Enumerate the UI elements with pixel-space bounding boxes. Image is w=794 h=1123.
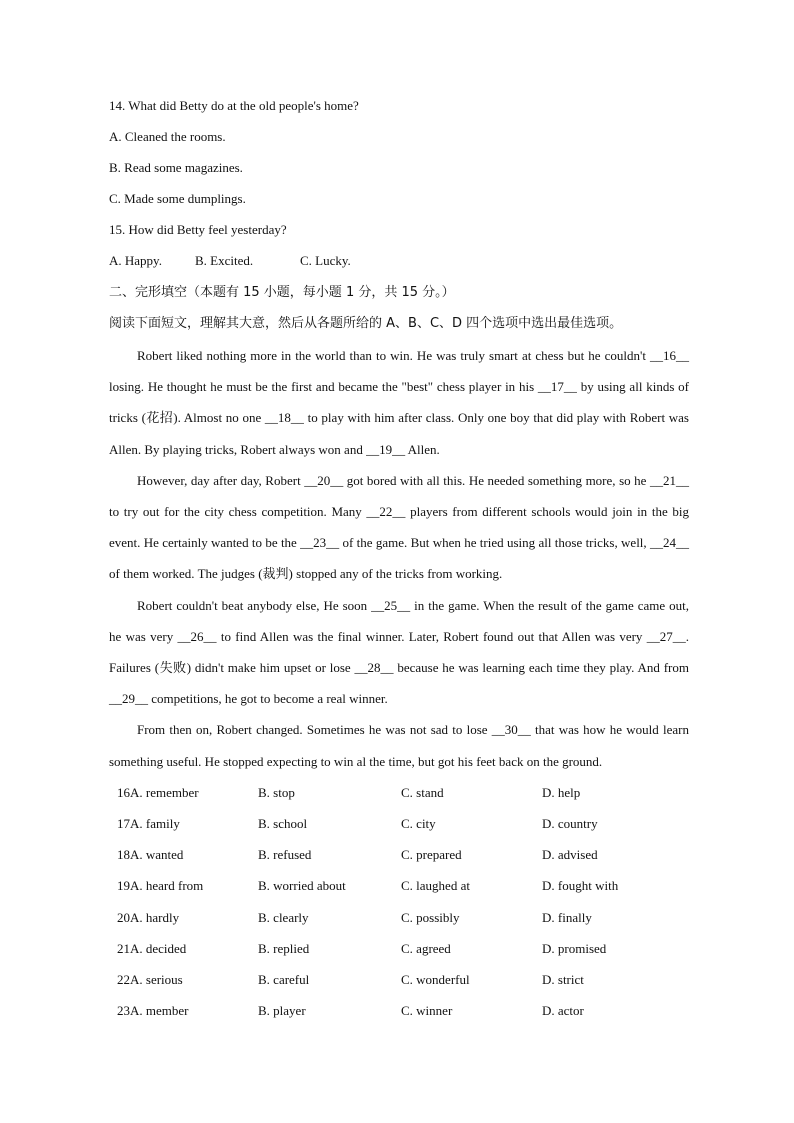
choice-21-a: 21A. decided [117,941,187,956]
choice-16-b: B. stop [258,785,295,800]
question-15-option-c: C. Lucky. [300,253,351,268]
choice-23-c: C. winner [401,1003,453,1018]
choice-18-d: D. advised [542,847,598,862]
passage-paragraph-4: From then on, Robert changed. Sometimes he was not sad to lose __30__ that was how he would learn something useful. He stopped expecting to win al the time, but got his feet back on the ground. [109,722,689,769]
choice-22-a: 22A. serious [117,972,183,987]
choice-19-c: C. laughed at [401,878,470,893]
choice-20-a: 20A. hardly [117,910,180,925]
choice-19-a: 19A. heard from [117,878,204,893]
section-instruction: 阅读下面短文，理解其大意，然后从各题所给的 A、B、C、D 四个选项中选出最佳选项。 [109,316,623,331]
choice-21-c: C. agreed [401,941,451,956]
choice-16-c: C. stand [401,785,444,800]
choice-row-21 [117,941,697,957]
section-heading: 二、完形填空（本题有 15 小题，每小题 1 分，共 15 分。） [109,285,455,300]
question-15-option-b: B. Excited. [195,253,254,268]
choice-22-c: C. wonderful [401,972,470,987]
choice-16-a: 16A. remember [117,785,199,800]
choice-21-d: D. promised [542,941,607,956]
choice-21-b: B. replied [258,941,310,956]
choice-17-d: D. country [542,816,598,831]
choice-18-a: 18A. wanted [117,847,184,862]
question-14: 14. What did Betty do at the old people's home? [109,98,359,113]
question-15-options [109,253,709,269]
question-14-option-a: A. Cleaned the rooms. [109,129,226,144]
choice-16-d: D. help [542,785,581,800]
choice-row-20 [117,910,697,926]
choice-22-d: D. strict [542,972,584,987]
choice-row-22 [117,972,697,988]
choice-row-19 [117,878,697,894]
choice-23-b: B. player [258,1003,306,1018]
choice-17-a: 17A. family [117,816,180,831]
choice-20-d: D. finally [542,910,592,925]
question-14-option-c: C. Made some dumplings. [109,191,246,206]
choice-18-c: C. prepared [401,847,462,862]
passage-paragraph-3: Robert couldn't beat anybody else, He soon __25__ in the game. When the result of the game came out, he was very __26__ to find Allen was the final winner. Later, Robert found out that Allen was very __27__. Failures (失败) didn't make him upset or lose __28__ because he was learning each time they play. And from __29__ competitions, he got to become a real winner. [109,597,689,707]
question-14-option-b: B. Read some magazines. [109,160,243,175]
choice-20-b: B. clearly [258,910,309,925]
choice-18-b: B. refused [258,847,312,862]
passage-paragraph-1: Robert liked nothing more in the world than to win. He was truly smart at chess but he couldn't __16__ losing. He thought he must be the first and became the "best" chess player in his __17__ by using all kinds of tricks (花招). Almost no one __18__ to play with him after class. Only one boy that did play with Robert was Allen. By playing tricks, Robert always won and __19__ Allen. [109,348,689,457]
choice-23-a: 23A. member [117,1003,189,1018]
choice-20-c: C. possibly [401,910,460,925]
choice-row-16 [117,785,697,801]
choice-19-d: D. fought with [542,878,619,893]
choice-19-b: B. worried about [258,878,346,893]
question-15-option-a: A. Happy. [109,253,162,268]
question-15: 15. How did Betty feel yesterday? [109,222,287,237]
passage [109,340,689,777]
choice-23-d: D. actor [542,1003,584,1018]
choice-row-17 [117,816,697,832]
choice-17-c: C. city [401,816,436,831]
choice-row-23 [117,1003,697,1019]
choice-row-18 [117,847,697,863]
choice-22-b: B. careful [258,972,310,987]
passage-paragraph-2: However, day after day, Robert __20__ got bored with all this. He needed something more, so he __21__ to try out for the city chess competition. Many __22__ players from different schools would join in the big event. He certainly wanted to be the __23__ of the game. But when he tried using all those tricks, well, __24__ of them worked. The judges (裁判) stopped any of the tricks from working. [109,472,689,582]
choice-17-b: B. school [258,816,308,831]
